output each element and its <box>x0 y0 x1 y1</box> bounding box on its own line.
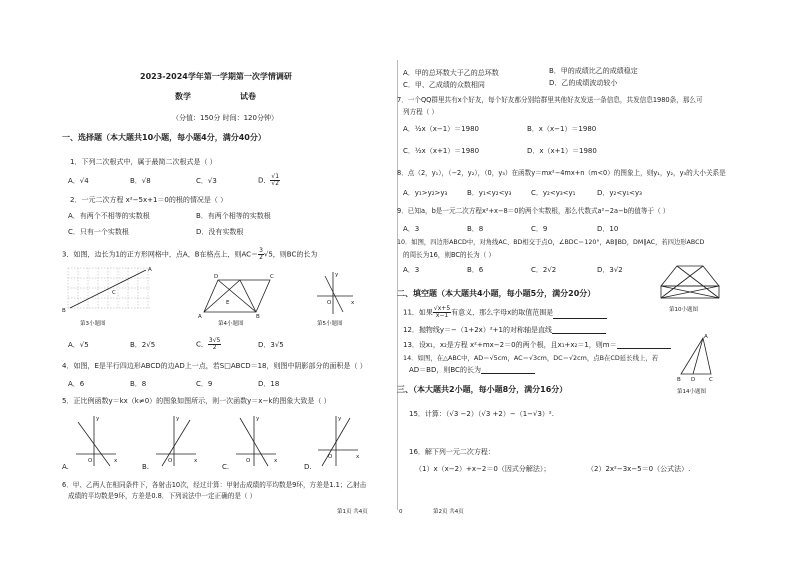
q14-line2: AD＝BD，则BC的长为 <box>409 367 535 374</box>
right-page <box>397 0 794 561</box>
q9-stem: 9．已知a，b是一元二次方程x²+x−8＝0的两个实数根，那么代数式a²−2a−b的值等于（ ） <box>397 207 670 215</box>
figure-3-grid <box>62 267 158 320</box>
svg-text:x: x <box>194 458 198 464</box>
q10-option-d: D．3√2 <box>597 266 623 274</box>
svg-text:C: C <box>709 377 713 383</box>
svg-text:x: x <box>351 300 355 306</box>
q11-answer-blank[interactable] <box>553 312 607 319</box>
q12-text: 12．抛物线y＝−（1+2x）²+1的对称轴是直线 <box>403 327 606 334</box>
q7-stem-line2: 列方程（ ） <box>403 108 439 116</box>
q10-option-a: A．3 <box>403 266 420 274</box>
q7-stem-line1: 7．一个QQ群里共有x个好友，每个好友都分别给群里其他好友发送一条信息，共发信息1980条，那么可 <box>397 96 703 104</box>
q2-option-b: B．有两个相等的实数根 <box>196 212 271 220</box>
q7-option-b: B．x（x−1）＝1980 <box>527 125 597 133</box>
figure-14-caption: 第14小题图 <box>677 389 706 395</box>
section-one-heading: 一、选择题（本大题共10小题，每小题4分，满分40分） <box>62 133 266 142</box>
q4-option-a: A．6 <box>68 380 85 388</box>
q13-answer-blank[interactable] <box>617 342 671 349</box>
q7-option-a: A．½x（x−1）＝1980 <box>403 125 479 133</box>
svg-text:O: O <box>246 458 251 464</box>
q8-option-b: B．y₁<y₂<y₃ <box>467 189 512 197</box>
svg-text:y: y <box>338 416 342 422</box>
svg-text:O: O <box>168 458 173 464</box>
svg-text:E: E <box>226 300 230 306</box>
q10-option-c: C．2√2 <box>531 266 557 274</box>
svg-text:y: y <box>256 416 260 422</box>
svg-text:A: A <box>198 314 202 320</box>
footer-right-page-number: 第2页 共4页 <box>433 509 464 515</box>
q3-option-a: A．√5 <box>68 341 89 349</box>
subject-label: 数学 <box>175 92 191 101</box>
svg-text:x: x <box>274 458 278 464</box>
q8-option-a: A．y₁>y₂>y₃ <box>403 189 448 197</box>
q8-option-c: C．y₂<y₃<y₁ <box>531 189 576 197</box>
q10-stem-line2: 的周长为16，则BC的长为（ ） <box>403 251 496 259</box>
q6-option-b: B．甲的成绩比乙的成绩稳定 <box>549 67 638 75</box>
q5-option-b: B. <box>142 463 150 471</box>
svg-text:B: B <box>62 308 66 314</box>
q1-stem: 1．下列二次根式中，属于最简二次根式是（ ） <box>70 158 217 166</box>
q5-option-a: A. <box>62 463 69 471</box>
figure-10-quadrilateral <box>659 264 723 304</box>
svg-text:O: O <box>88 458 93 464</box>
q15-text: 15．计算：（√3 −2）（√3 +2）−（1−√3）². <box>409 410 554 418</box>
q4-option-c: C．9 <box>196 380 213 388</box>
q4-stem: 4．如图，E是平行四边形ABCD的边AD上一点，若S□ABCD＝18，则图中阴影部分的面积是（ ） <box>62 362 367 370</box>
q6-stem-line2: 成绩的平均数是9环，方差是0.8．下列说法中一定正确的是（ ） <box>68 492 257 500</box>
svg-text:A: A <box>148 267 152 273</box>
section-two-heading: 二、填空题（本大题共4小题，每小题5分，满分20分） <box>397 289 596 298</box>
q10-stem-line1: 10．如图，四边形ABCD中，对角线AC、BD相交于点O，∠BDC＝120°，AB∥BD，DM∥AC，若四边形ABCD <box>397 239 705 246</box>
q1-option-c: C．√3 <box>196 177 217 185</box>
q1-option-d: D． $\frac{√1}{√2}$ <box>258 173 280 187</box>
q5-stem: 5．正比例函数y＝kx（k≠0）的图象如图所示，则一次函数y＝x−k的图象大致是（ ） <box>62 397 331 405</box>
svg-text:C: C <box>112 290 116 296</box>
svg-text:B: B <box>677 377 681 383</box>
q5-graph-b <box>154 414 198 468</box>
q14-answer-blank[interactable] <box>481 367 535 374</box>
q5-graph-d <box>316 414 360 468</box>
figure-4-parallelogram <box>200 272 280 318</box>
svg-text:D: D <box>691 377 696 383</box>
section-three-heading: 三、（本大题共2小题，每小题8分，满分16分） <box>397 385 568 394</box>
figure-4-caption: 第4小题图 <box>218 321 244 327</box>
paper-label: 试卷 <box>240 92 256 101</box>
q16-part2: （2）2x²−3x−5＝0（公式法）. <box>587 465 691 473</box>
footer-left-page-number: 第1页 共4页 <box>337 509 368 515</box>
q4-option-d: D．18 <box>258 380 280 388</box>
svg-text:A: A <box>704 334 708 340</box>
q8-option-d: D．y₂<y₁<y₃ <box>597 189 642 197</box>
q3-option-b: B．2√5 <box>130 341 156 349</box>
q13-text: 13．设x₁，x₂是方程 x²+mx−2＝0的两个根，且x₁+x₂＝1，则m＝ <box>403 342 671 349</box>
q9-option-d: D．10 <box>597 225 619 233</box>
footer-center-mark: 0 <box>399 509 403 515</box>
q11-text: 11．如果 $\frac{√x+5}{x-1}$ 有意义，那么字母x的取值范围是 <box>403 306 607 319</box>
q10-option-b: B．6 <box>467 266 484 274</box>
exam-meta: （分值：150分 时间：120分钟） <box>172 114 278 122</box>
svg-text:x: x <box>356 454 360 460</box>
svg-text:O: O <box>327 300 332 306</box>
q7-option-c: C．½x（x+1）＝1980 <box>403 147 480 155</box>
svg-text:C: C <box>270 274 274 280</box>
q14-line1: 14．如图，在△ABC中，AD＝√5cm，AC＝√3cm，DC＝√2cm，点B在CD延长线上，若 <box>403 354 659 362</box>
svg-text:D: D <box>214 274 219 280</box>
q5-option-d: D. <box>304 463 312 471</box>
q4-option-b: B．8 <box>130 380 147 388</box>
q1-option-b: B．√8 <box>130 177 151 185</box>
exam-title: 2023-2024学年第一学期第一次学情调研 <box>140 72 292 81</box>
q16-stem: 16．解下列一元二次方程： <box>409 448 495 456</box>
figure-10-caption: 第10小题图 <box>669 307 698 313</box>
q5-option-c: C. <box>222 463 230 471</box>
q8-stem: 8．点（2，y₁），（−2，y₂），（0，y₃）在函数y＝mx²−4mx+n（m<0）的图象上，则y₁，y₂，y₃的大小关系是 <box>397 169 726 177</box>
q3-stem: 3．如图，边长为1的正方形网格中，点A，B在格点上，则AC＝ $\frac{3}{2}$ √5，则BC的长为 <box>62 247 318 261</box>
q6-stem-line1: 6．甲、乙两人在相同条件下，各射击10次，经过计算：甲射击成绩的平均数是9环，方差是1.1；乙射击 <box>62 481 367 489</box>
figure-5-axes <box>315 270 355 316</box>
q9-option-b: B．8 <box>467 225 484 233</box>
q5-graph-c <box>234 414 278 468</box>
svg-text:y: y <box>335 272 339 278</box>
q3-option-c: C． $\frac{3√5}{2}$ <box>196 337 221 351</box>
svg-text:O: O <box>328 454 333 460</box>
figure-3-caption: 第3小题图 <box>80 321 106 327</box>
q2-option-c: C．只有一个实数根 <box>68 228 129 236</box>
q2-stem: 2．一元二次方程 x²−5x+1＝0的根的情况是（ ） <box>70 196 228 204</box>
q7-option-d: D．x（x+1）＝1980 <box>527 147 597 155</box>
svg-text:y: y <box>96 416 100 422</box>
q3-option-d: D．3√5 <box>258 341 284 349</box>
q6-option-c: C．甲、乙成绩的众数相同 <box>403 81 485 89</box>
q6-option-a: A．甲的总环数大于乙的总环数 <box>403 69 499 77</box>
q2-option-a: A．有两个不相等的实数根 <box>68 212 150 220</box>
q12-answer-blank[interactable] <box>552 327 606 334</box>
q6-option-d: D．乙的成绩波动较小 <box>549 79 618 87</box>
svg-text:B: B <box>256 314 260 320</box>
q9-option-c: C．9 <box>531 225 548 233</box>
q1-option-a: A．√4 <box>68 177 89 185</box>
q2-option-d: D．没有实数根 <box>196 228 244 236</box>
figure-14-triangle <box>677 334 717 382</box>
q9-option-a: A．3 <box>403 225 420 233</box>
svg-text:y: y <box>176 416 180 422</box>
figure-5-caption: 第5小题图 <box>317 321 343 327</box>
svg-text:x: x <box>114 458 118 464</box>
q5-graph-a <box>74 414 118 468</box>
q16-part1: （1）x（x−2）+x−2＝0（因式分解法）； <box>415 465 551 473</box>
